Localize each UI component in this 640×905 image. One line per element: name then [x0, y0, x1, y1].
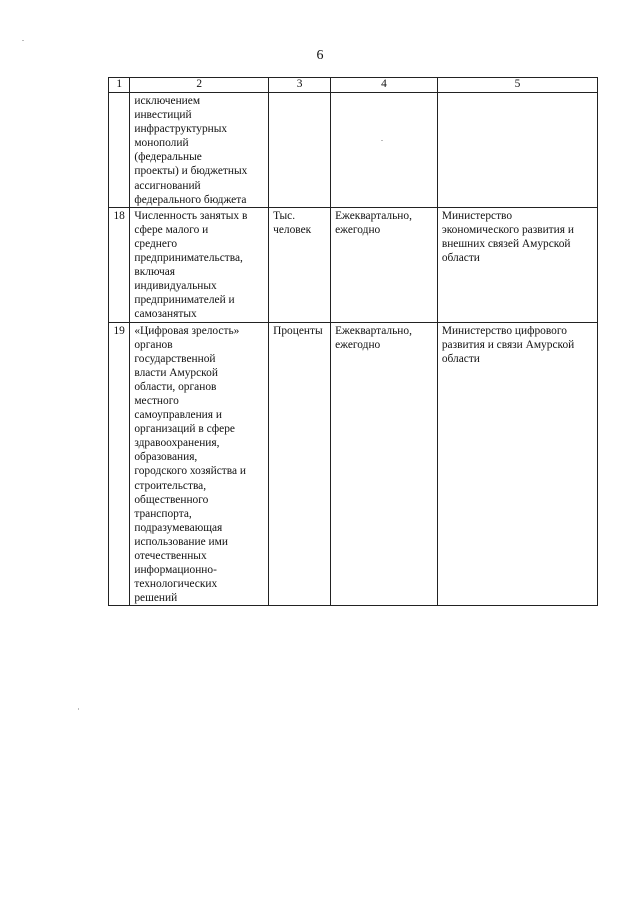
row-number: 18 — [109, 207, 130, 322]
unit-text: Тыс. человек — [273, 209, 312, 236]
period-text: Ежеквартально, ежегодно — [335, 324, 412, 351]
indicator-cell — [130, 322, 269, 606]
unit-cell — [269, 322, 331, 606]
unit-cell — [269, 93, 331, 208]
indicator-text: Численность занятых в сфере малого и среднего предпринимательства, включая индивидуальных предпринимателей и самозанятых — [134, 209, 248, 321]
indicator-cell — [130, 93, 269, 208]
table-header — [109, 78, 598, 93]
header-row — [109, 78, 598, 93]
indicator-text: «Цифровая зрелость» органов государственной власти Амурской области, органов местного самоуправления и организаций в сфере здравоохранения, образования, городского хозяйства и строительства, общественного транспорта, подразумевающая использование ими отечественных информационно- технологических решений — [134, 324, 246, 605]
row-number: 19 — [109, 322, 130, 606]
header-col-4: 4 — [331, 78, 438, 93]
scan-speck — [381, 140, 383, 141]
unit-text: Проценты — [273, 324, 323, 337]
scan-speck — [78, 708, 79, 710]
table-row — [109, 93, 598, 208]
period-cell — [331, 322, 438, 606]
period-cell — [331, 93, 438, 208]
page-number: 6 — [316, 48, 324, 63]
header-col-5: 5 — [437, 78, 597, 93]
period-cell — [331, 207, 438, 322]
responsible-cell — [437, 322, 597, 606]
header-col-1: 1 — [109, 78, 130, 93]
period-text: Ежеквартально, ежегодно — [335, 209, 412, 236]
table-row — [109, 207, 598, 322]
unit-cell — [269, 207, 331, 322]
indicator-text: исключением инвестиций инфраструктурных монополий (федеральные проекты) и бюджетных ассигнований федерального бюджета — [134, 95, 248, 206]
row-number — [109, 93, 130, 208]
indicator-cell — [130, 207, 269, 322]
responsible-cell — [437, 207, 597, 322]
header-col-3: 3 — [269, 78, 331, 93]
scan-speck — [22, 40, 24, 41]
responsible-text: Министерство экономического развития и внешних связей Амурской области — [441, 209, 574, 265]
header-col-2: 2 — [130, 78, 269, 93]
indicators-table — [108, 77, 598, 606]
responsible-text: Министерство цифрового развития и связи Амурской области — [441, 324, 575, 365]
responsible-cell — [437, 93, 597, 208]
table-row — [109, 322, 598, 606]
